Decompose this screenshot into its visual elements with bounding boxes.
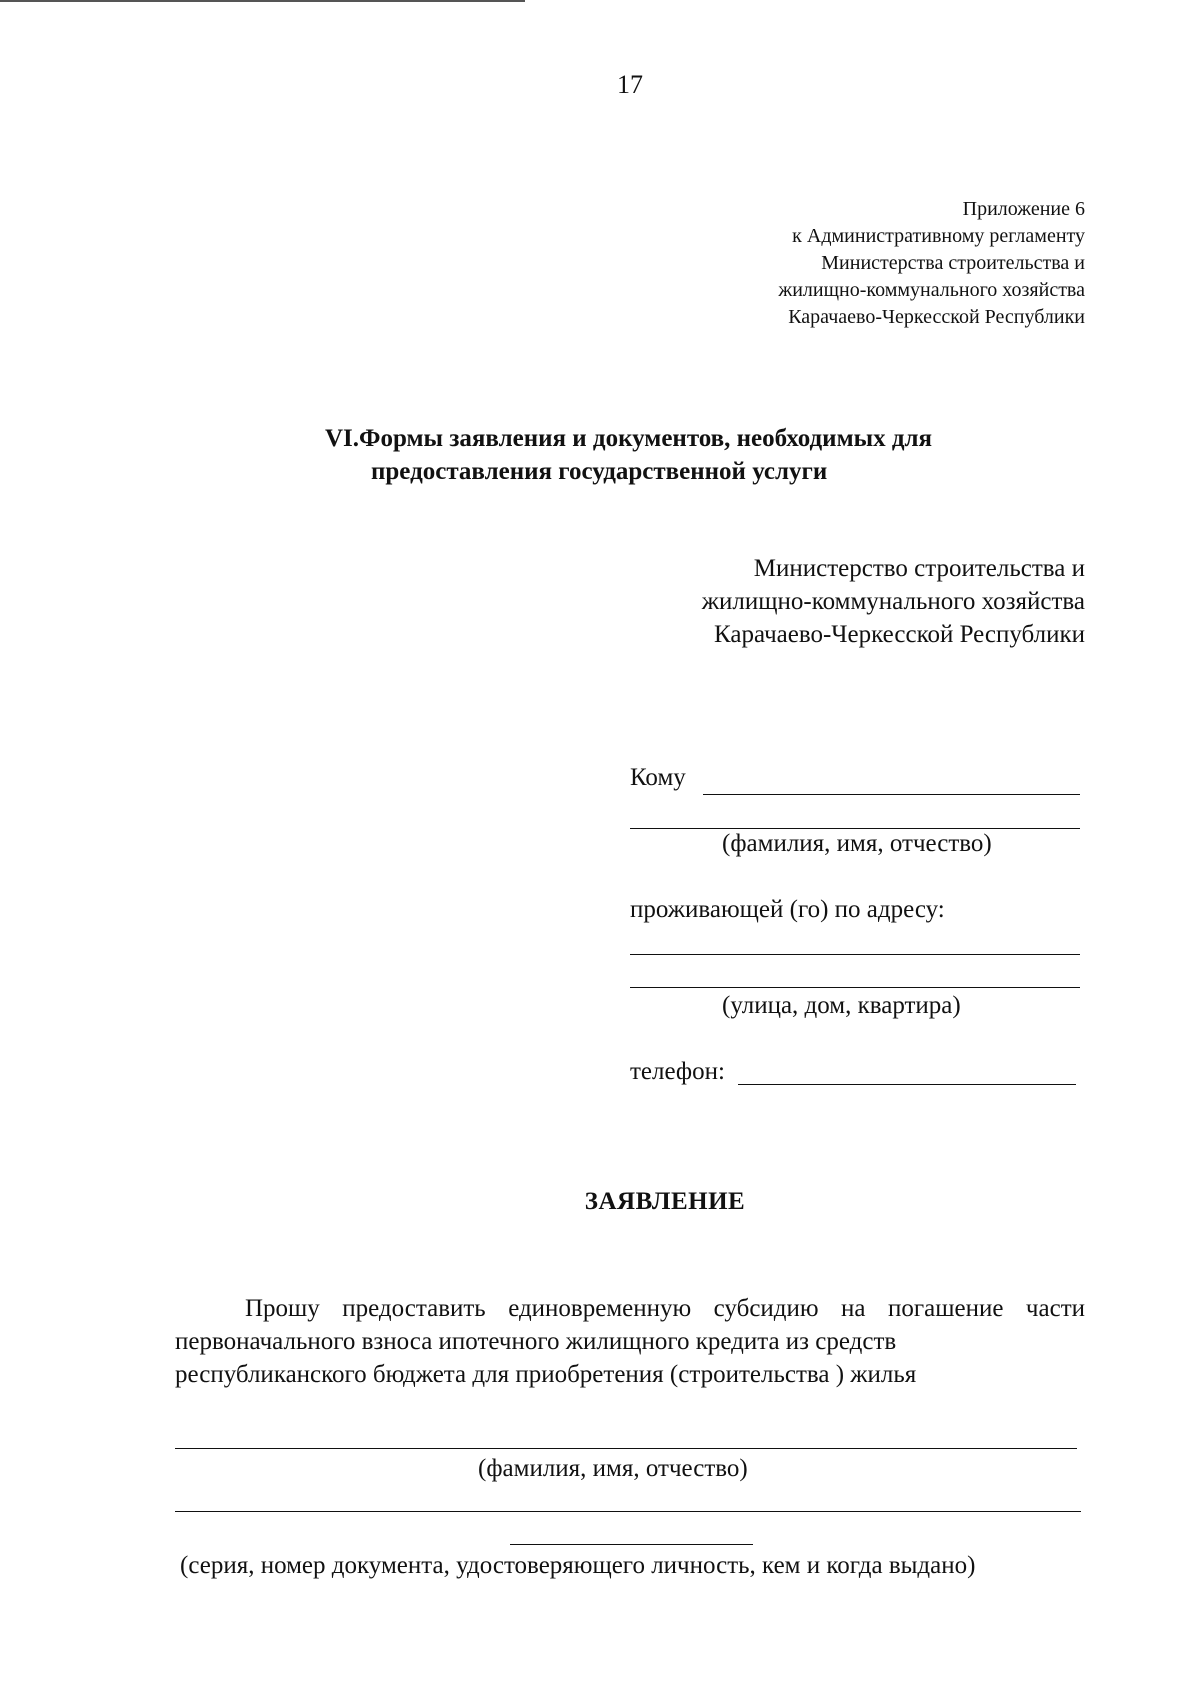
- appendix-note: [665, 196, 1085, 331]
- to-name-line-2[interactable]: [630, 828, 1080, 829]
- id-document-caption: (серия, номер документа, удостоверяющего личность, кем и когда выдано): [180, 1552, 976, 1579]
- top-rule: [0, 0, 525, 2]
- document-title: ЗАЯВЛЕНИЕ: [584, 1188, 746, 1215]
- appendix-line: Приложение 6: [962, 198, 1085, 220]
- address-line-1[interactable]: [630, 954, 1080, 955]
- appendix-line: жилищно-коммунального хозяйства: [778, 279, 1085, 301]
- ministry-line: жилищно-коммунального хозяйства: [701, 588, 1085, 615]
- phone-label: телефон:: [630, 1058, 725, 1085]
- ministry-line: Карачаево-Черкесской Республики: [714, 621, 1085, 648]
- request-text: Прошу предоставить единовременную субсидию на погашение части первоначального взноса ипотечного жилищного кредита из средств: [175, 1295, 1085, 1355]
- id-document-line[interactable]: [175, 1511, 1081, 1512]
- section-title: [325, 422, 1025, 488]
- applicant-fio-caption: (фамилия, имя, отчество): [478, 1455, 748, 1482]
- applicant-name-line[interactable]: [175, 1448, 1077, 1449]
- address-caption: (улица, дом, квартира): [722, 992, 961, 1019]
- address-label: проживающей (го) по адресу:: [630, 896, 945, 923]
- ministry-line: Министерство строительства и: [753, 555, 1085, 582]
- request-paragraph: [175, 1292, 1085, 1391]
- to-name-line-1[interactable]: [703, 794, 1080, 795]
- addressee-ministry: [585, 552, 1085, 651]
- appendix-line: Министерства строительства и: [821, 252, 1085, 274]
- to-label: Кому: [630, 764, 686, 791]
- section-title-line-2: предоставления государственной услуги: [371, 458, 828, 485]
- id-document-short-line[interactable]: [510, 1544, 753, 1545]
- appendix-line: к Административному регламенту: [792, 225, 1085, 247]
- phone-line[interactable]: [738, 1084, 1076, 1085]
- page-number: 17: [617, 70, 643, 99]
- appendix-line: Карачаево-Черкесской Республики: [788, 306, 1085, 328]
- fio-caption: (фамилия, имя, отчество): [722, 830, 992, 857]
- section-title-line-1: VI.Формы заявления и документов, необходимых для: [325, 425, 933, 452]
- address-line-2[interactable]: [630, 987, 1080, 988]
- request-text-last-line: республиканского бюджета для приобретения (строительства ) жилья: [175, 1361, 917, 1388]
